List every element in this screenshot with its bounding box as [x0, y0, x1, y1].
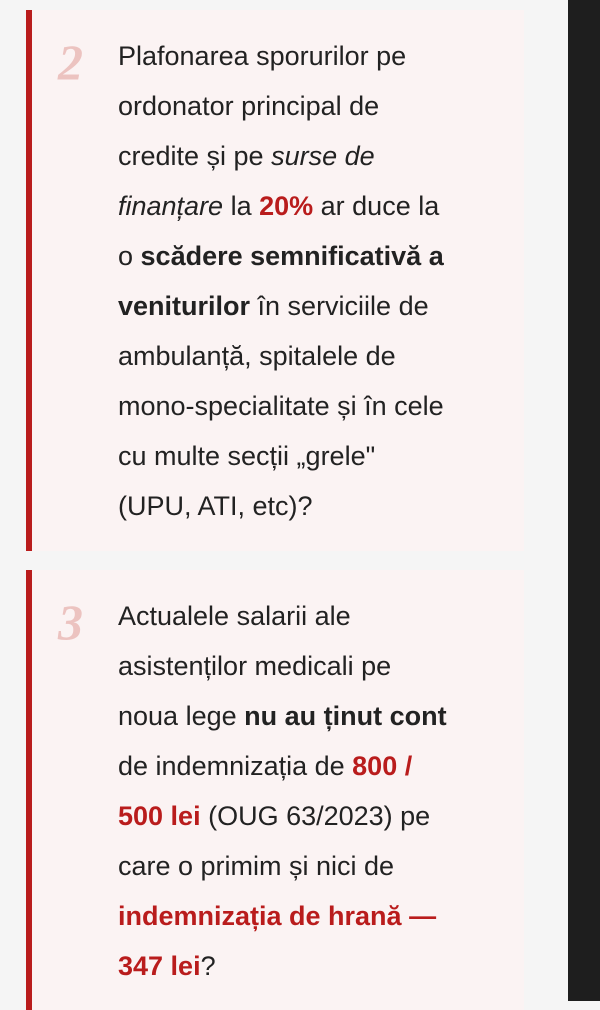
text-segment: de indemnizația de: [118, 751, 353, 781]
italic-text: finanțare: [118, 191, 224, 221]
text-segment: o: [118, 241, 141, 271]
text-segment: (UPU, ATI, etc)?: [118, 491, 313, 521]
text-segment: la: [223, 191, 260, 221]
text-segment: noua lege: [118, 701, 245, 731]
bold-text: veniturilor: [118, 291, 251, 321]
text-segment: asistenților medicali pe: [118, 651, 392, 681]
text-line: [118, 131, 513, 181]
text-segment: (OUG 63/2023) pe: [200, 801, 431, 831]
question-card-3: [26, 570, 524, 1010]
text-line: [118, 841, 513, 891]
highlight-amount: 500 lei: [118, 801, 201, 831]
text-line: [118, 691, 513, 741]
italic-text: surse de: [271, 141, 375, 171]
text-segment: Plafonarea sporurilor pe: [118, 41, 407, 71]
highlight-percent: 20%: [259, 191, 314, 221]
text-segment: cu multe secții „grele": [118, 441, 376, 471]
text-line: [118, 231, 513, 281]
text-segment: ordonator principal de: [118, 91, 380, 121]
question-card-2: [26, 10, 524, 551]
text-segment: credite și pe: [118, 141, 272, 171]
text-line: [118, 791, 513, 841]
text-line: [118, 31, 513, 81]
bold-text: nu au ținut cont: [244, 701, 447, 731]
text-line: [118, 481, 513, 531]
highlight-meal-allowance: indemnizația de hrană —: [118, 901, 437, 931]
highlight-amount: 800 /: [352, 751, 413, 781]
text-segment: ambulanță, spitalele de: [118, 341, 396, 371]
text-line: [118, 941, 513, 991]
bold-text: scădere semnificativă a: [140, 241, 444, 271]
text-segment: care o primim și nici de: [118, 851, 395, 881]
highlight-amount: 347 lei: [118, 951, 201, 981]
text-segment: Actualele salarii ale: [118, 601, 351, 631]
text-segment: mono-specialitate și în cele: [118, 391, 444, 421]
right-edge-bar: [568, 0, 600, 1001]
text-line: [118, 891, 513, 941]
item-number: 2: [58, 34, 83, 90]
text-line: [118, 381, 513, 431]
text-line: [118, 281, 513, 331]
text-line: [118, 81, 513, 131]
text-segment: ?: [200, 951, 216, 981]
text-line: [118, 591, 513, 641]
item-text: [118, 31, 513, 531]
text-line: [118, 181, 513, 231]
item-text: [118, 591, 513, 991]
text-line: [118, 641, 513, 691]
text-line: [118, 331, 513, 381]
text-line: [118, 741, 513, 791]
text-segment: în serviciile de: [250, 291, 429, 321]
item-number: 3: [58, 594, 83, 650]
text-segment: ar duce la: [313, 191, 440, 221]
text-line: [118, 431, 513, 481]
